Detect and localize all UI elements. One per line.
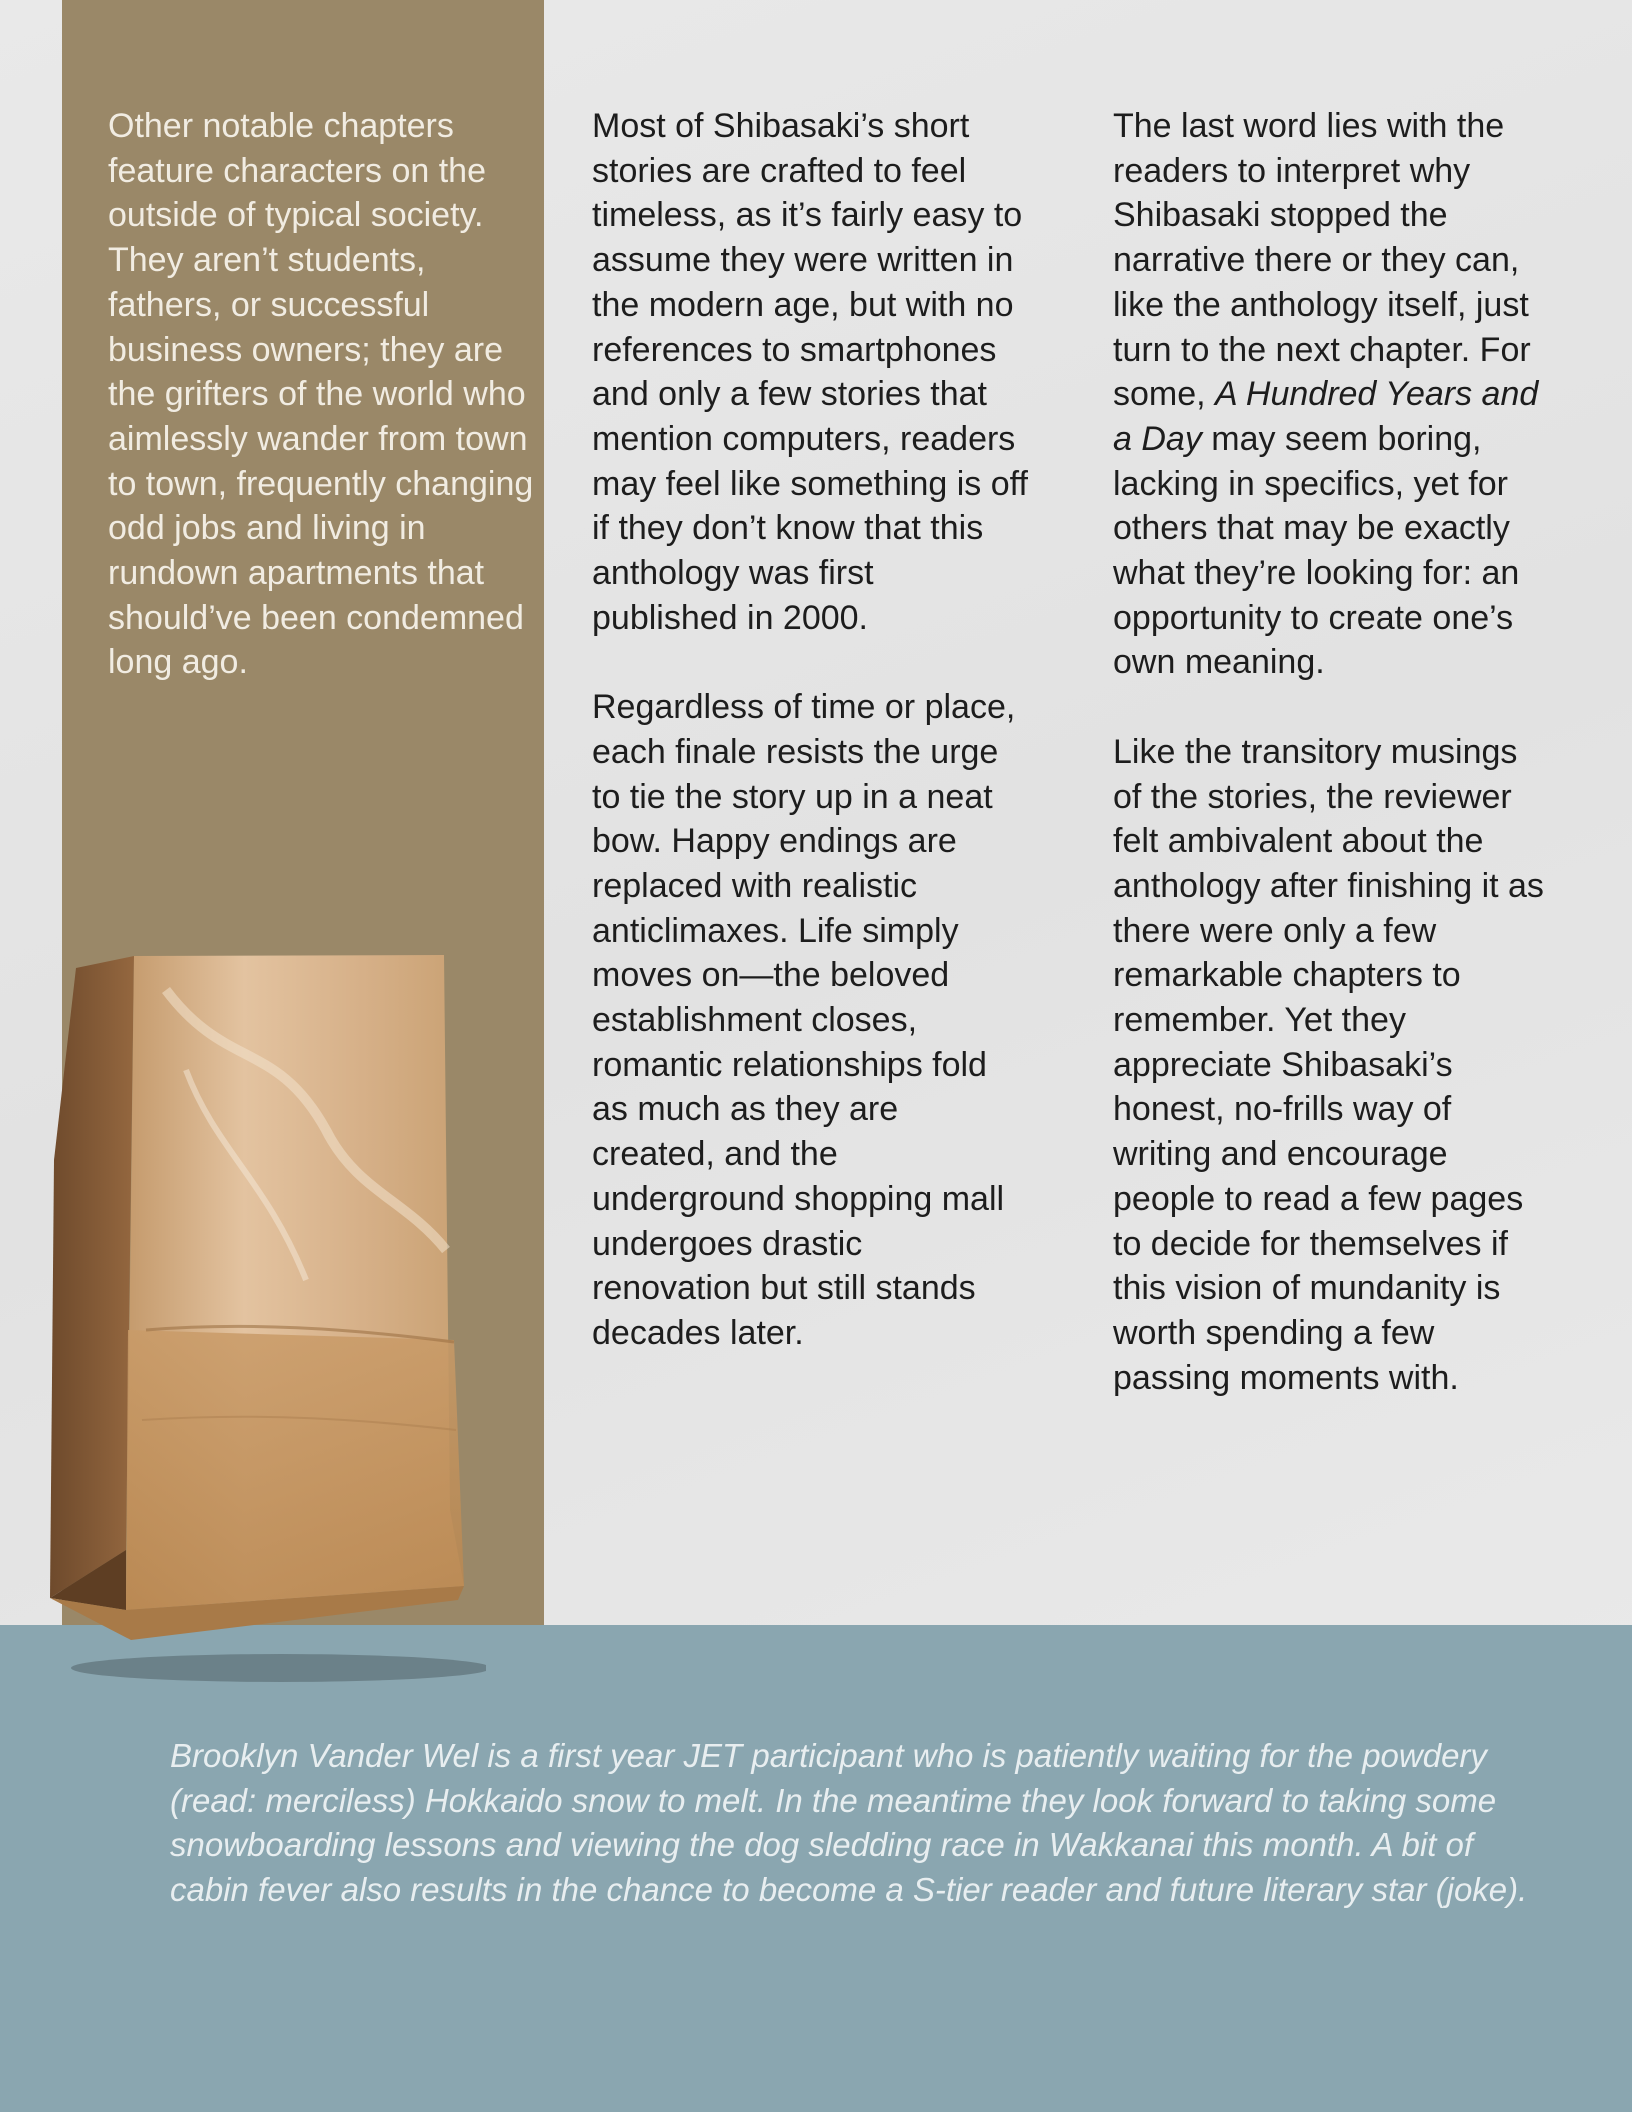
column-3-paragraph-1-before: The last word lies with the readers to interpret why Shibasaki stopped the narrative there or they can, like the anthology itself, just turn to the next chapter. For some, xyxy=(1113,107,1531,414)
book-title: A Hundred Years and a Day xyxy=(1113,375,1539,458)
column-2-paragraph-2: Regardless of time or place, each finale resists the urge to tie the story up in a neat bow. Happy endings are replaced with realistic anticlimaxes. Life simply moves on—the beloved establishment closes, romantic relationships fold as much as they are created, and the underground shopping mall undergoes drastic renovation but still stands decades later. xyxy=(592,688,1016,1352)
column-3-paragraph-2: Like the transitory musings of the stories, the reviewer felt ambivalent about the anthology after finishing it as there were only a few remarkable chapters to remember. Yet they appreciate Shibasaki’s honest, no-frills way of writing and encourage people to read a few pages to decide for themselves if this vision of mundanity is worth spending a few passing moments with. xyxy=(1113,732,1544,1397)
column-2-paragraph-1: Most of Shibasaki’s short stories are crafted to feel timeless, as it’s fairly easy to assume they were written in the modern age, but with no references to smartphones and only a few stories that mention computers, readers may feel like something is off if they don’t know that this anthology was first published in 2000. xyxy=(592,107,1028,637)
article-column-2 xyxy=(592,104,1028,1400)
column-3-paragraph-1 xyxy=(1113,104,1553,685)
column-3-paragraph-1-after: may seem boring, lacking in specifics, yet for others that may be exactly what they’re looking for: an opportunity to create one’s own meaning. xyxy=(1113,419,1520,682)
author-bio: Brooklyn Vander Wel is a first year JET participant who is patiently waiting for the powdery (read: merciless) Hokkaido snow to melt. In the meantime they look forward to taking some snowboarding lessons and viewing the dog sledding race in Wakkanai this month. A bit of cabin fever also results in the chance to become a S-tier reader and future literary star (joke). xyxy=(170,1737,1528,1909)
article-column-3 xyxy=(1113,104,1553,1445)
paper-bag-illustration xyxy=(46,950,486,1690)
sidebar-paragraph: Other notable chapters feature characters on the outside of typical society. They aren’t students, fathers, or successful business owners; they are the grifters of the world who aimlessly wander from town to town, frequently changing odd jobs and living in rundown apartments that should’ve been condemned long ago. xyxy=(108,107,534,682)
